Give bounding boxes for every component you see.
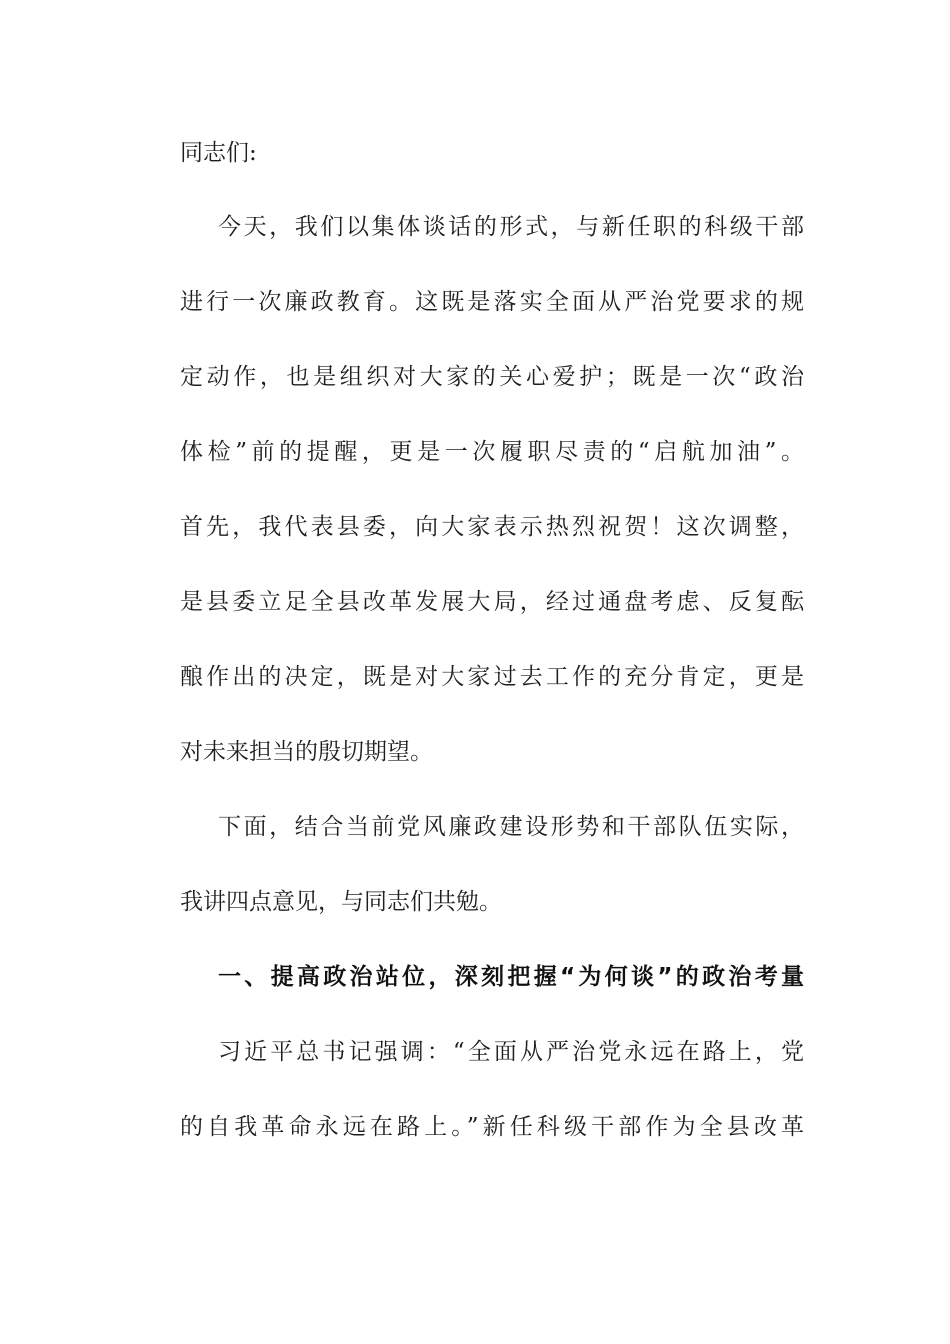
paragraph-1-line-8: 对未来担当的殷切期望。	[180, 739, 433, 765]
section-heading: 一、提高政治站位，深刻把握“为何谈”的政治考量	[218, 964, 804, 990]
paragraph-1-line-1: 今天，我们以集体谈话的形式，与新任职的科级干部	[218, 214, 804, 240]
paragraph-1-line-2: 进行一次廉政教育。这既是落实全面从严治党要求的规	[180, 289, 804, 315]
paragraph-1-line-6: 是县委立足全县改革发展大局，经过通盘考虑、反复酝	[180, 589, 804, 615]
paragraph-1-line-5: 首先，我代表县委，向大家表示热烈祝贺！这次调整，	[180, 514, 804, 540]
paragraph-1-line-3: 定动作，也是组织对大家的关心爱护；既是一次“政治	[180, 364, 804, 390]
paragraph-2-line-2: 我讲四点意见，与同志们共勉。	[180, 889, 502, 915]
paragraph-1-line-4: 体检”前的提醒，更是一次履职尽责的“启航加油”。	[180, 439, 804, 465]
salutation: 同志们:	[180, 140, 257, 166]
paragraph-2-line-1: 下面，结合当前党风廉政建设形势和干部队伍实际，	[218, 814, 804, 840]
paragraph-1-line-7: 酿作出的决定，既是对大家过去工作的充分肯定，更是	[180, 664, 804, 690]
section-paragraph-line-2: 的自我革命永远在路上。”新任科级干部作为全县改革	[180, 1114, 804, 1140]
section-paragraph-line-1: 习近平总书记强调：“全面从严治党永远在路上，党	[218, 1039, 804, 1065]
